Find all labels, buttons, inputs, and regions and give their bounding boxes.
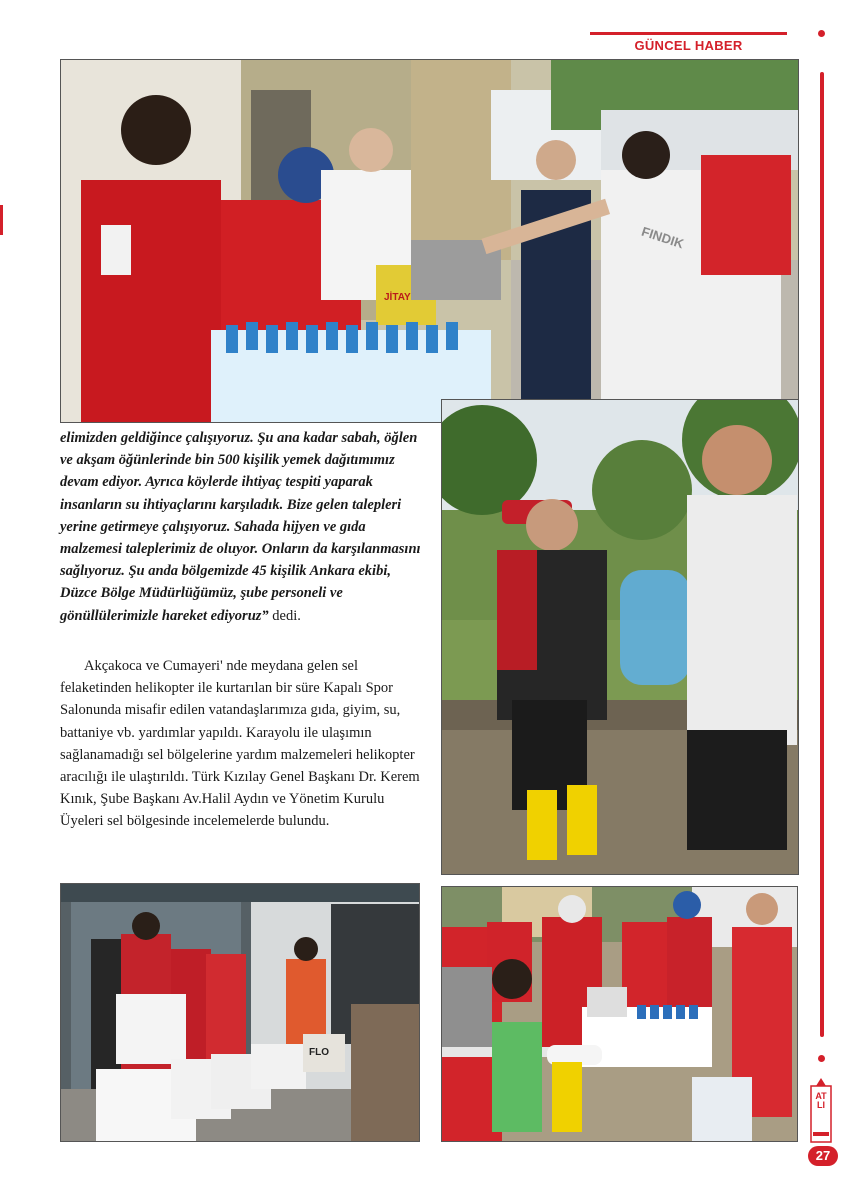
- photo-box-distribution: [60, 883, 420, 1142]
- pot-label: JİTAY: [384, 292, 411, 303]
- header-dot: [818, 30, 825, 37]
- left-edge-mark: [0, 205, 3, 235]
- side-dot: [818, 1055, 825, 1062]
- page-number: 27: [808, 1146, 838, 1166]
- photo-water-distribution: [441, 399, 799, 875]
- atli-logo: [808, 1078, 834, 1144]
- logo-text: ATLI: [815, 1091, 827, 1110]
- photo-food-distribution: [60, 59, 799, 423]
- article-paragraph: Akçakoca ve Cumayeri' nde meydana gelen sel felaketinden helikopter ile kurtarılan bir süre Kapalı Spor Salonunda misafir edilen vatandaşlarımıza gıda, giyim, su, battaniye vb. yardımlar yapıldı. Karayolu ile ulaşımın sağlanamadığı sel bölgelerine yardım malzemeleri helikopter aracılığı ile ulaştırıldı. Türk Kızılay Genel Başkanı Dr. Kerem Kınık, Şube Başkanı Av.Halil Aydın ve Yönetim Kurulu Üyeleri sel bölgesinde incelemelerde bulundu.: [60, 658, 420, 830]
- section-label: GÜNCEL HABER: [634, 38, 743, 53]
- quote-text: elimizden geldiğince çalışıyoruz. Şu ana kadar sabah, öğlen ve akşam öğünlerinde bin 500 kişilik yemek dağıtımımız devam ediyor. Ayrıca köylerde ihtiyaç tespiti yaparak insanların su ihtiyaçlarını karşıladık. Bize gelen talepleri yerine getirmeye çalışıyoruz. Sahada hijyen ve gıda malzemesi taleplerimiz de oluyor. Onların da karşılanmasını sağlıyoruz. Şu anda bölgemizde 45 kişilik Ankara ekibi, Düzce Bölge Müdürlüğümüz, şube personeli ve gönüllülerimizle hareket ediyoruz”: [60, 430, 421, 624]
- header-rule: [590, 32, 787, 35]
- side-accent-bar: [820, 72, 824, 1037]
- photo-child-receiving-food: [441, 886, 798, 1142]
- shirt-text: FINDIK: [639, 223, 686, 252]
- quote-tail: dedi.: [268, 607, 301, 624]
- article-quote: [60, 427, 422, 627]
- bag-label: FLO: [309, 1047, 329, 1058]
